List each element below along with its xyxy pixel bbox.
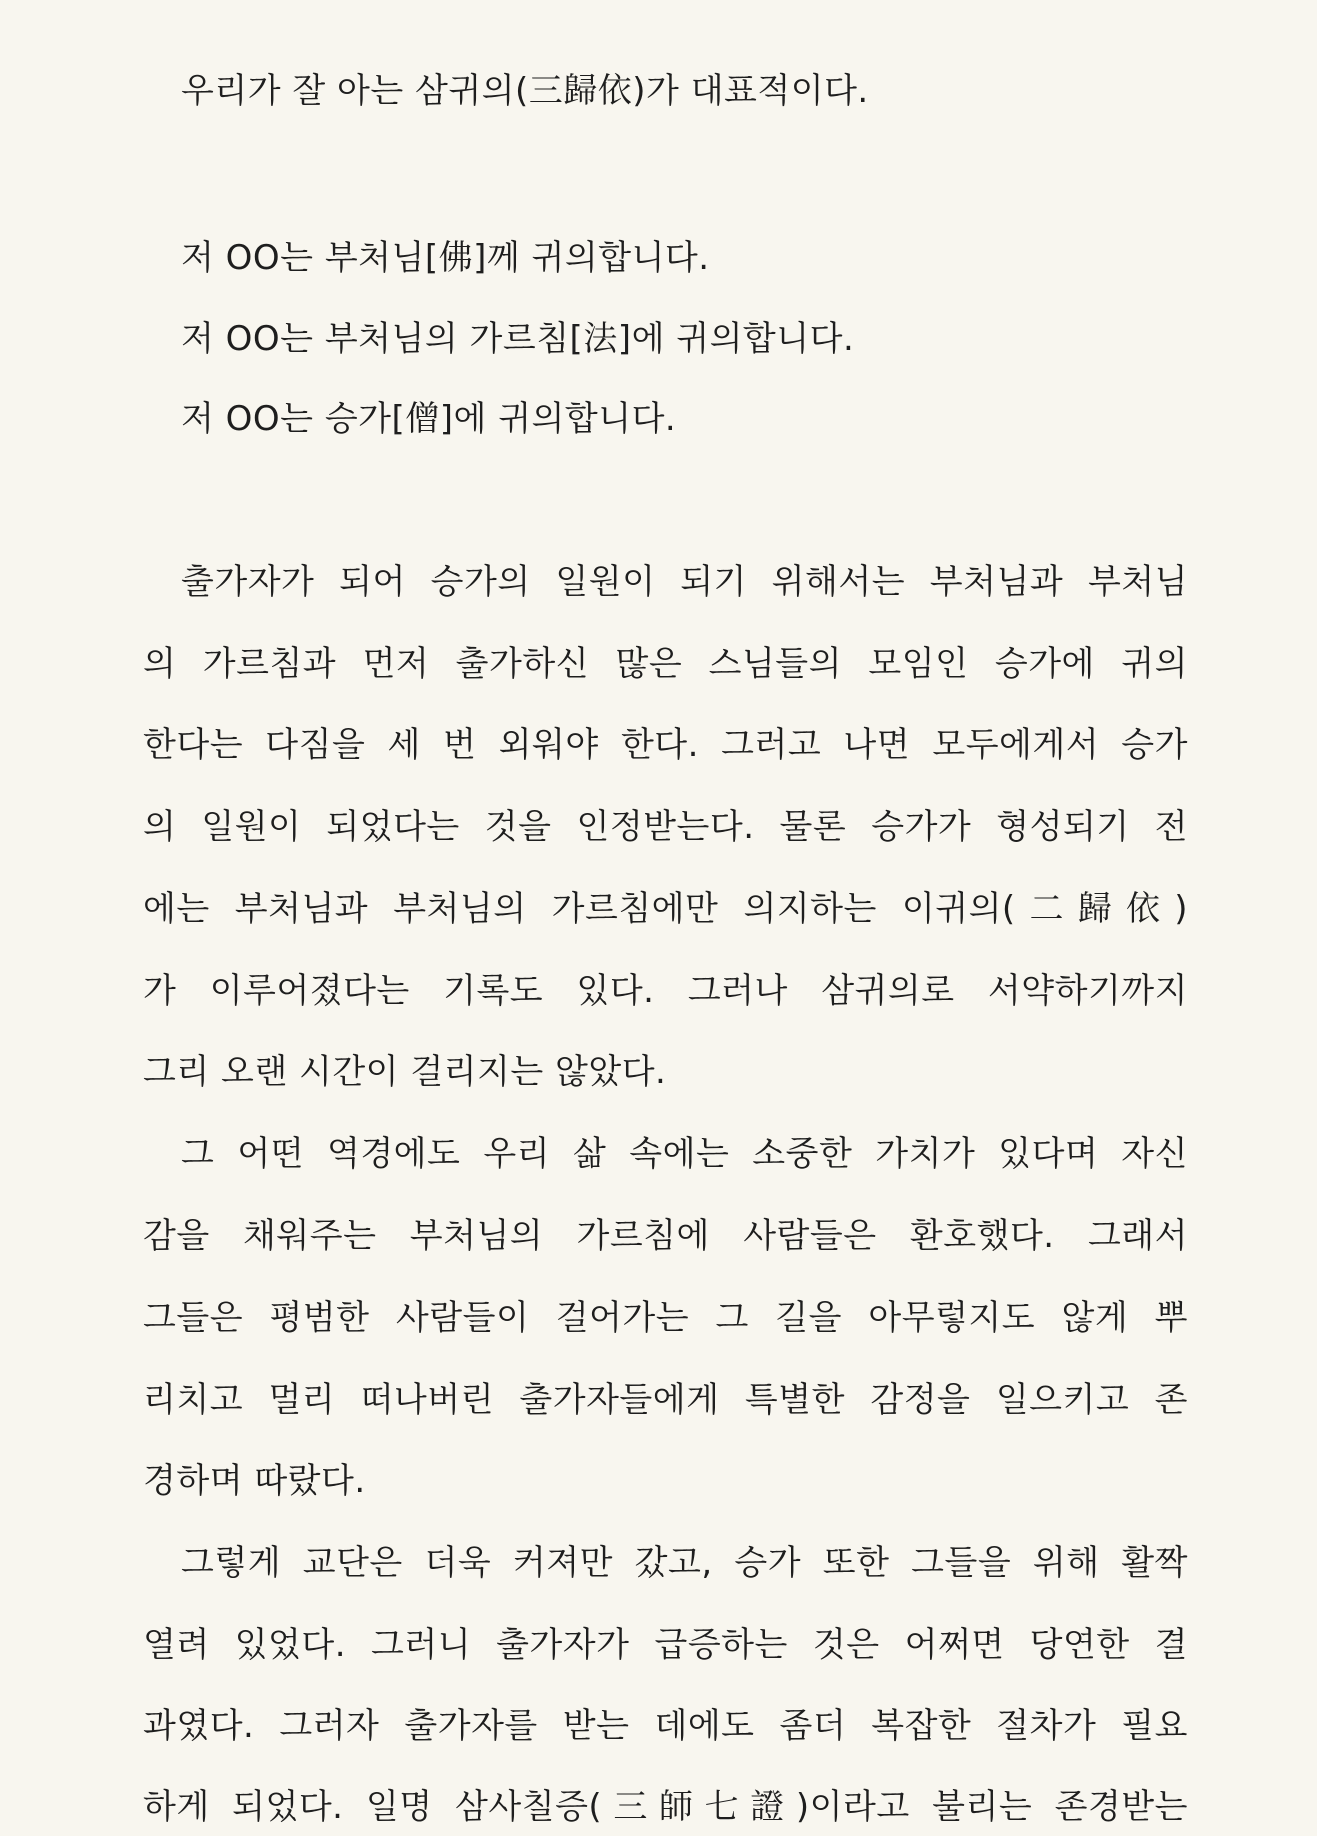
text-line: 그 어떤 역경에도 우리 삶 속에는 소중한 가치가 있다며 자신 <box>181 1134 1188 1174</box>
text-line: 출가자가 되어 승가의 일원이 되기 위해서는 부처님과 부처님 <box>181 562 1188 602</box>
text-line: 의 가르침과 먼저 출가하신 많은 스님들의 모임인 승가에 귀의 <box>143 644 1188 684</box>
text-line: 경하며 따랐다. <box>143 1461 366 1501</box>
text-line: 가 이루어졌다는 기록도 있다. 그러나 삼귀의로 서약하기까지 <box>143 971 1188 1011</box>
text-line: 열려 있었다. 그러니 출가자가 급증하는 것은 어쩌면 당연한 결 <box>143 1625 1188 1665</box>
text-line: 감을 채워주는 부처님의 가르침에 사람들은 환호했다. 그래서 <box>143 1216 1188 1256</box>
vow-line-dharma: 저 OO는 부처님의 가르침[法]에 귀의합니다. <box>181 319 855 359</box>
text-line: 한다는 다짐을 세 번 외워야 한다. 그러고 나면 모두에게서 승가 <box>143 725 1188 765</box>
vow-line-buddha: 저 OO는 부처님[佛]께 귀의합니다. <box>181 238 710 278</box>
vow-line-sangha: 저 OO는 승가[僧]에 귀의합니다. <box>181 399 677 439</box>
text-line: 과였다. 그러자 출가자를 받는 데에도 좀더 복잡한 절차가 필요 <box>143 1706 1188 1746</box>
text-line: 그리 오랜 시간이 걸리지는 않았다. <box>143 1052 667 1092</box>
intro-line: 우리가 잘 아는 삼귀의(三歸依)가 대표적이다. <box>181 71 869 111</box>
text-line: 리치고 멀리 떠나버린 출가자들에게 특별한 감정을 일으키고 존 <box>143 1380 1188 1420</box>
text-line: 하게 되었다. 일명 삼사칠증(三師七證)이라고 불리는 존경받는 <box>143 1787 1188 1827</box>
text-line: 에는 부처님과 부처님의 가르침에만 의지하는 이귀의(二歸依) <box>143 889 1188 929</box>
text-line: 그들은 평범한 사람들이 걸어가는 그 길을 아무렇지도 않게 뿌 <box>143 1298 1188 1338</box>
text-line: 그렇게 교단은 더욱 커져만 갔고, 승가 또한 그들을 위해 활짝 <box>181 1543 1188 1583</box>
text-line: 의 일원이 되었다는 것을 인정받는다. 물론 승가가 형성되기 전 <box>143 807 1188 847</box>
